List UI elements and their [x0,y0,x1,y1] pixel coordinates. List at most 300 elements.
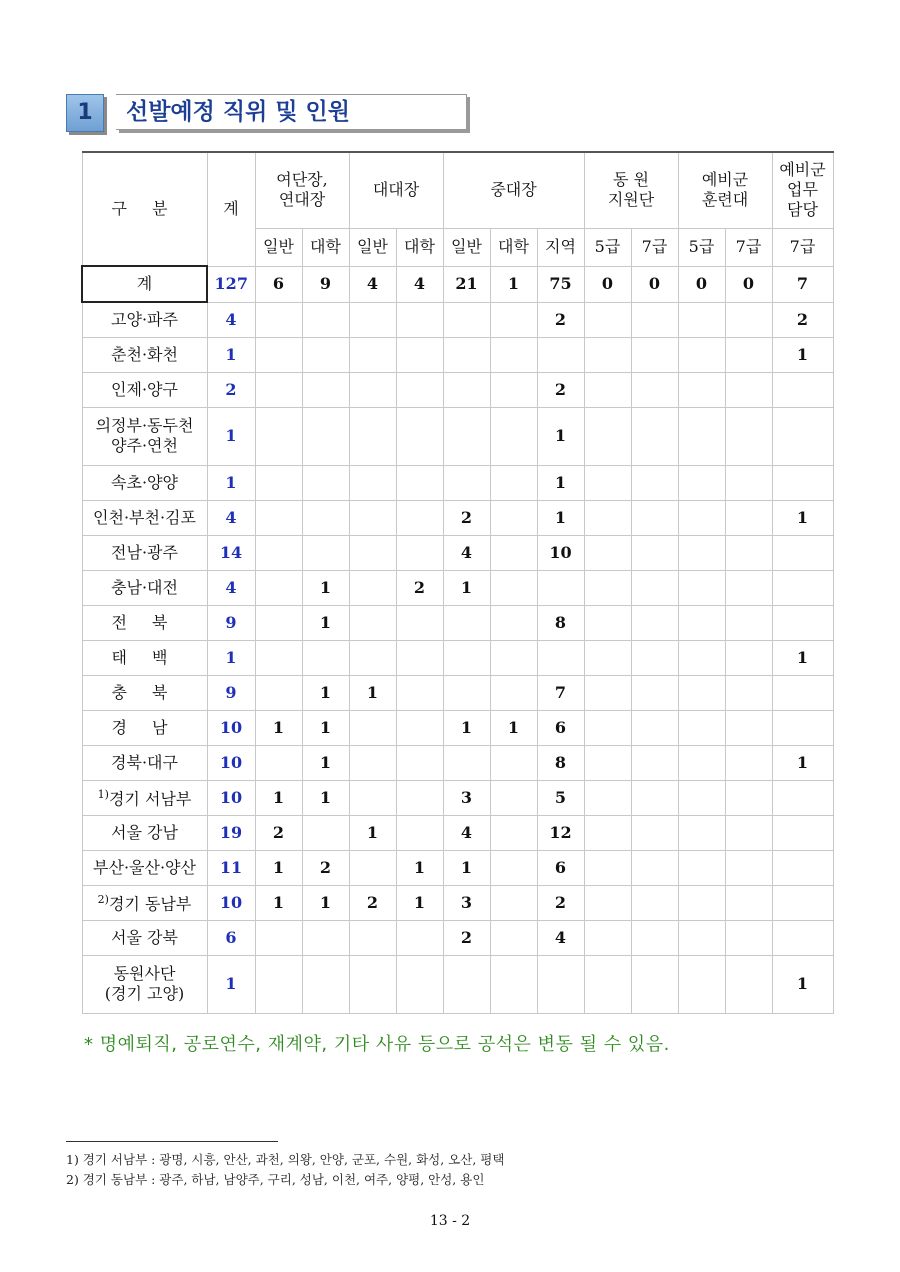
row-cell [255,302,302,337]
table-row [82,920,833,955]
row-label-text: 충 북 [111,682,178,702]
total-row-cell: 0 [584,266,631,302]
row-cell: 1 [772,745,833,780]
row-cell [584,710,631,745]
table-row [82,500,833,535]
row-label [82,605,207,640]
subheader-cell: 지역 [537,228,584,266]
footnote-2: 2) 경기 동남부 : 광주, 하남, 남양주, 구리, 성남, 이천, 여주, 양평, 안성, 용인 [66,1172,485,1187]
row-cell [584,675,631,710]
table-row [82,885,833,920]
row-cell [678,535,725,570]
row-cell [302,955,349,1013]
row-cell [490,570,537,605]
page-number: 13 - 2 [429,1213,471,1229]
row-label [82,535,207,570]
row-cell [490,302,537,337]
row-total: 10 [207,745,255,780]
row-cell: 1 [255,885,302,920]
row-cell [396,640,443,675]
row-cell [396,372,443,407]
row-cell [678,302,725,337]
total-row-cell: 4 [396,266,443,302]
subheader-cell: 7급 [631,228,678,266]
row-cell [443,372,490,407]
row-cell [631,710,678,745]
row-cell: 1 [349,815,396,850]
row-cell [443,465,490,500]
row-cell [631,407,678,465]
row-cell [725,850,772,885]
row-cell [302,372,349,407]
row-cell [678,570,725,605]
row-cell [725,337,772,372]
row-total: 14 [207,535,255,570]
row-cell [302,407,349,465]
row-cell [584,302,631,337]
row-cell [678,407,725,465]
row-cell [302,815,349,850]
row-cell [631,885,678,920]
row-cell: 1 [255,850,302,885]
row-label-text: 부산·울산·양산 [93,857,196,877]
row-label [82,465,207,500]
row-label [82,920,207,955]
subheader-cell: 5급 [678,228,725,266]
row-cell: 3 [443,885,490,920]
row-cell [396,780,443,815]
subheader-cell: 대학 [302,228,349,266]
row-label [82,302,207,337]
row-cell [302,500,349,535]
row-cell [349,302,396,337]
header-group: 동 원 지원단 [584,152,678,228]
row-cell [537,337,584,372]
row-cell [537,640,584,675]
row-cell: 1 [772,337,833,372]
row-cell [725,780,772,815]
row-cell [678,465,725,500]
row-label [82,640,207,675]
header-group: 예비군 업무 담당 [772,152,833,228]
row-cell [584,745,631,780]
header-group: 중대장 [443,152,584,228]
row-cell [490,500,537,535]
row-cell [302,337,349,372]
row-cell [584,850,631,885]
row-cell [443,640,490,675]
table-row [82,780,833,815]
row-cell [349,465,396,500]
row-cell [631,780,678,815]
total-row-cell: 21 [443,266,490,302]
row-cell [584,407,631,465]
row-cell [396,675,443,710]
row-cell [349,745,396,780]
row-cell [772,465,833,500]
row-cell [349,920,396,955]
row-cell [490,920,537,955]
row-cell [772,815,833,850]
row-cell [772,885,833,920]
subheader-cell: 5급 [584,228,631,266]
row-cell: 2 [396,570,443,605]
row-cell [490,780,537,815]
table-row [82,302,833,337]
row-label-text: 충남·대전 [111,577,178,597]
row-cell [772,570,833,605]
row-cell [255,605,302,640]
row-cell [255,407,302,465]
row-label-text: 서울 강남 [111,822,178,842]
row-cell: 7 [537,675,584,710]
row-cell [443,302,490,337]
row-cell: 12 [537,815,584,850]
row-cell: 6 [537,710,584,745]
row-cell [584,780,631,815]
row-cell [772,780,833,815]
row-total: 9 [207,675,255,710]
row-cell: 2 [443,500,490,535]
row-label-text: 태 백 [111,647,178,667]
row-label-text: 서울 강북 [111,927,178,947]
total-row-cell: 0 [725,266,772,302]
row-label-text: 인천·부천·김포 [93,507,196,527]
row-cell [349,640,396,675]
row-cell [490,675,537,710]
row-cell: 1 [396,885,443,920]
header-group: 여단장, 연대장 [255,152,349,228]
row-cell [631,500,678,535]
row-cell [678,640,725,675]
row-cell [302,535,349,570]
row-cell: 2 [443,920,490,955]
row-cell: 2 [772,302,833,337]
row-cell [725,465,772,500]
row-cell [396,745,443,780]
table-row [82,710,833,745]
header-group: 예비군 훈련대 [678,152,772,228]
row-cell [490,605,537,640]
subheader-cell: 일반 [255,228,302,266]
row-cell [255,337,302,372]
row-cell [349,535,396,570]
row-cell [490,745,537,780]
row-cell: 1 [302,710,349,745]
row-cell: 10 [537,535,584,570]
row-cell [772,605,833,640]
row-label-text: 경기 서남부 [108,789,192,809]
row-cell: 1 [255,710,302,745]
row-cell [725,372,772,407]
row-cell [443,745,490,780]
row-total: 9 [207,605,255,640]
row-cell [678,955,725,1013]
row-cell [396,710,443,745]
row-cell [772,372,833,407]
row-cell [396,407,443,465]
row-cell [725,920,772,955]
row-cell: 1 [255,780,302,815]
row-cell: 6 [537,850,584,885]
row-total: 1 [207,640,255,675]
row-cell [631,675,678,710]
row-cell: 1 [537,500,584,535]
row-cell [490,885,537,920]
row-cell: 1 [302,780,349,815]
row-cell [678,710,725,745]
row-cell [584,372,631,407]
row-total: 1 [207,955,255,1013]
row-cell [725,675,772,710]
row-cell [725,535,772,570]
row-cell [443,675,490,710]
row-cell: 1 [443,850,490,885]
row-cell [302,302,349,337]
row-cell [678,372,725,407]
row-cell: 4 [443,535,490,570]
row-cell: 8 [537,745,584,780]
row-cell [396,815,443,850]
row-cell [631,337,678,372]
row-cell [631,570,678,605]
subheader-cell: 대학 [396,228,443,266]
row-cell [631,302,678,337]
row-cell [490,337,537,372]
table-row [82,640,833,675]
row-label [82,815,207,850]
row-cell: 1 [772,955,833,1013]
row-cell: 1 [443,710,490,745]
row-total: 4 [207,570,255,605]
row-cell [396,955,443,1013]
row-cell [584,570,631,605]
row-cell [631,605,678,640]
row-cell [772,675,833,710]
row-cell [584,535,631,570]
row-label [82,780,207,815]
table-row [82,745,833,780]
row-cell: 4 [443,815,490,850]
row-label-text: 고양·파주 [111,309,178,329]
row-cell [584,465,631,500]
footnote-marker: 2) [97,893,109,907]
row-cell [349,710,396,745]
row-total: 10 [207,885,255,920]
total-row-cell: 0 [631,266,678,302]
row-cell [490,955,537,1013]
row-cell [631,535,678,570]
row-cell [396,500,443,535]
row-cell [490,465,537,500]
row-label-text: 전남·광주 [111,542,178,562]
row-cell [584,920,631,955]
row-label-text: 춘천·화천 [111,344,178,364]
row-cell [349,955,396,1013]
row-cell [631,745,678,780]
row-cell [255,465,302,500]
row-cell [396,337,443,372]
row-cell: 1 [772,640,833,675]
row-cell [772,710,833,745]
row-cell: 8 [537,605,584,640]
row-label-text: 경북·대구 [111,752,178,772]
table-row [82,337,833,372]
total-row-cell: 7 [772,266,833,302]
row-cell [725,302,772,337]
row-cell [678,780,725,815]
row-label [82,570,207,605]
row-label-text: 인제·양구 [111,379,178,399]
row-cell: 2 [255,815,302,850]
row-cell: 1 [302,675,349,710]
row-cell [725,407,772,465]
table-row [82,570,833,605]
row-cell [725,885,772,920]
row-cell [631,465,678,500]
row-cell [584,640,631,675]
row-cell [772,407,833,465]
header-total: 계 [207,152,255,266]
row-cell [678,885,725,920]
row-cell [349,337,396,372]
total-row-cell: 1 [490,266,537,302]
row-cell [396,302,443,337]
row-cell [678,920,725,955]
row-cell [490,850,537,885]
row-cell [443,605,490,640]
row-cell [631,955,678,1013]
row-label-text: 의정부·동두천 양주·연천 [95,416,194,455]
row-cell [302,640,349,675]
row-label-text: 동원사단 (경기 고양) [104,964,185,1003]
row-cell [631,850,678,885]
row-cell: 2 [349,885,396,920]
row-cell [443,407,490,465]
row-cell [772,850,833,885]
row-cell [678,815,725,850]
row-cell [490,372,537,407]
row-cell [396,535,443,570]
row-cell [725,570,772,605]
total-row-cell: 6 [255,266,302,302]
row-cell [490,640,537,675]
header-group: 대대장 [349,152,443,228]
total-row-cell: 0 [678,266,725,302]
row-label [82,745,207,780]
section-title: 선발예정 직위 및 인원 [116,94,467,130]
row-label [82,407,207,465]
row-label-text: 전 북 [111,612,178,632]
row-total: 10 [207,780,255,815]
row-cell [396,920,443,955]
row-cell: 1 [396,850,443,885]
row-label [82,710,207,745]
footnote-divider [66,1141,278,1142]
row-cell [349,605,396,640]
row-cell [678,605,725,640]
row-cell [302,920,349,955]
row-total: 10 [207,710,255,745]
row-cell [396,605,443,640]
row-cell [584,885,631,920]
total-row-cell: 4 [349,266,396,302]
row-label-text: 경 남 [111,717,178,737]
row-cell [725,640,772,675]
row-cell: 1 [302,570,349,605]
table-row [82,407,833,465]
row-cell [255,675,302,710]
positions-table [81,151,834,1014]
row-cell [678,337,725,372]
row-total: 6 [207,920,255,955]
row-cell: 1 [537,407,584,465]
header-category: 구 분 [82,152,207,266]
row-label-text: 경기 동남부 [108,894,192,914]
row-cell [772,535,833,570]
subheader-cell: 일반 [349,228,396,266]
row-cell [255,570,302,605]
total-row-cell: 9 [302,266,349,302]
row-cell [443,955,490,1013]
row-cell: 1 [537,465,584,500]
row-cell: 1 [490,710,537,745]
subheader-cell: 7급 [772,228,833,266]
footnote-1: 1) 경기 서남부 : 광명, 시흥, 안산, 과천, 의왕, 안양, 군포, 수원, 화성, 오산, 평택 [66,1152,505,1167]
section-number: 1 [66,94,104,132]
row-label [82,850,207,885]
table-row [82,850,833,885]
row-cell [584,337,631,372]
row-cell [255,640,302,675]
row-cell: 2 [537,302,584,337]
row-label [82,675,207,710]
table-row [82,815,833,850]
row-cell: 1 [302,745,349,780]
row-total: 2 [207,372,255,407]
subheader-cell: 7급 [725,228,772,266]
row-cell [678,500,725,535]
row-cell: 4 [537,920,584,955]
row-cell [725,500,772,535]
row-cell [396,465,443,500]
row-cell [631,920,678,955]
table-row [82,675,833,710]
row-cell: 1 [302,605,349,640]
total-row-cell: 75 [537,266,584,302]
row-cell [584,605,631,640]
row-label [82,337,207,372]
row-total: 1 [207,337,255,372]
table-row [82,535,833,570]
row-cell [631,815,678,850]
row-cell: 1 [772,500,833,535]
row-cell: 1 [302,885,349,920]
row-cell [631,640,678,675]
row-label [82,372,207,407]
row-cell [725,815,772,850]
row-total: 1 [207,407,255,465]
row-cell [349,372,396,407]
vacancy-note: * 명예퇴직, 공로연수, 재계약, 기타 사유 등으로 공석은 변동 될 수 있음. [84,1034,670,1055]
row-cell [490,535,537,570]
subheader-cell: 일반 [443,228,490,266]
row-cell [349,407,396,465]
table-row [82,465,833,500]
row-cell: 3 [443,780,490,815]
row-cell [725,955,772,1013]
row-cell [537,570,584,605]
